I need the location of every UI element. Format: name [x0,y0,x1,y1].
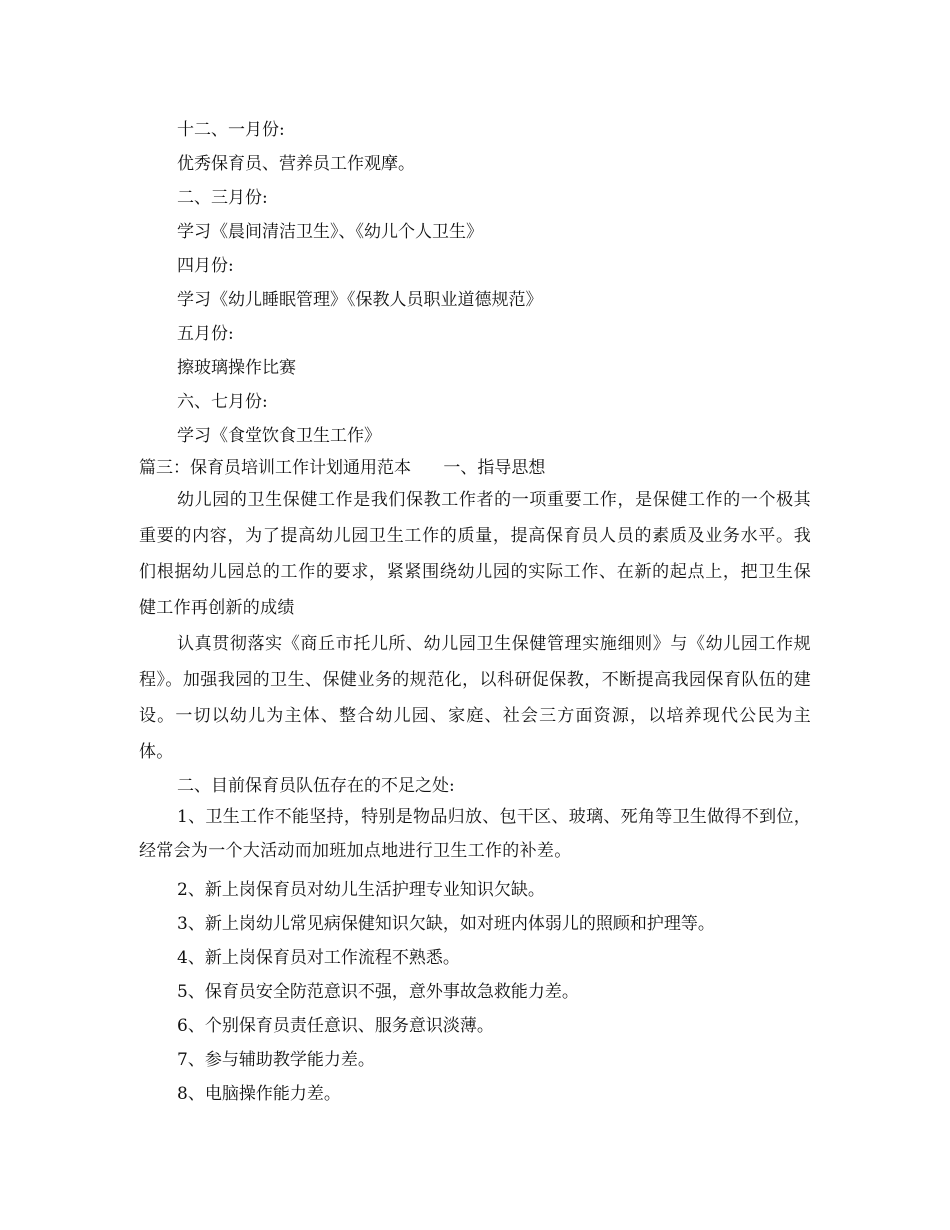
shortcoming-item: 7、参与辅助教学能力差。 [177,1050,375,1070]
schedule-line: 十二、一月份: [177,120,285,140]
body-paragraph: 幼儿园的卫生保健工作是我们保教工作者的一项重要工作，是保健工作的一个极其重要的内容，为了提高幼儿园卫生工作的质量，提高保育员人员的素质及业务水平。我们根据幼儿园总的工作的要求，紧紧围绕幼儿园的实际工作、在新的起点上，把卫生保健工作再创新的成绩 [139,490,811,618]
shortcoming-item: 8、电脑操作能力差。 [177,1084,341,1104]
schedule-line: 四月份: [177,256,234,276]
shortcoming-item: 1、卫生工作不能坚持，特别是物品归放、包干区、玻璃、死角等卫生做得不到位，经常会为一个大活动而加班加点地进行卫生工作的补差。 [139,807,811,861]
schedule-line: 学习《晨间清洁卫生》、《幼儿个人卫生》 [177,222,483,242]
schedule-line: 五月份: [177,324,234,344]
schedule-line: 六、七月份: [177,392,268,412]
shortcoming-item: 2、新上岗保育员对幼儿生活护理专业知识欠缺。 [177,880,545,900]
schedule-line: 擦玻璃操作比赛 [177,358,296,378]
shortcomings-heading: 二、目前保育员队伍存在的不足之处: [177,776,455,796]
body-paragraph: 认真贯彻落实《商丘市托儿所、幼儿园卫生保健管理实施细则》与《幼儿园工作规程》。加强我园的卫生、保健业务的规范化，以科研促保教，不断提高我园保育队伍的建设。一切以幼儿为主体、整合幼儿园、家庭、社会三方面资源，以培养现代公民为主体。 [139,634,811,762]
schedule-line: 学习《幼儿睡眠管理》《保教人员职业道德规范》 [177,290,543,310]
schedule-line: 二、三月份: [177,188,268,208]
shortcoming-item: 6、个别保育员责任意识、服务意识淡薄。 [177,1016,494,1036]
section-heading: 篇三：保育员培训工作计划通用范本 一、指导思想 [139,458,546,478]
shortcoming-item: 4、新上岗保育员对工作流程不熟悉。 [177,948,460,968]
shortcoming-item: 5、保育员安全防范意识不强，意外事故急救能力差。 [177,982,579,1002]
schedule-line: 优秀保育员、营养员工作观摩。 [177,154,415,174]
shortcoming-item: 3、新上岗幼儿常见病保健知识欠缺，如对班内体弱儿的照顾和护理等。 [177,914,715,934]
schedule-line: 学习《食堂饮食卫生工作》 [177,426,381,446]
